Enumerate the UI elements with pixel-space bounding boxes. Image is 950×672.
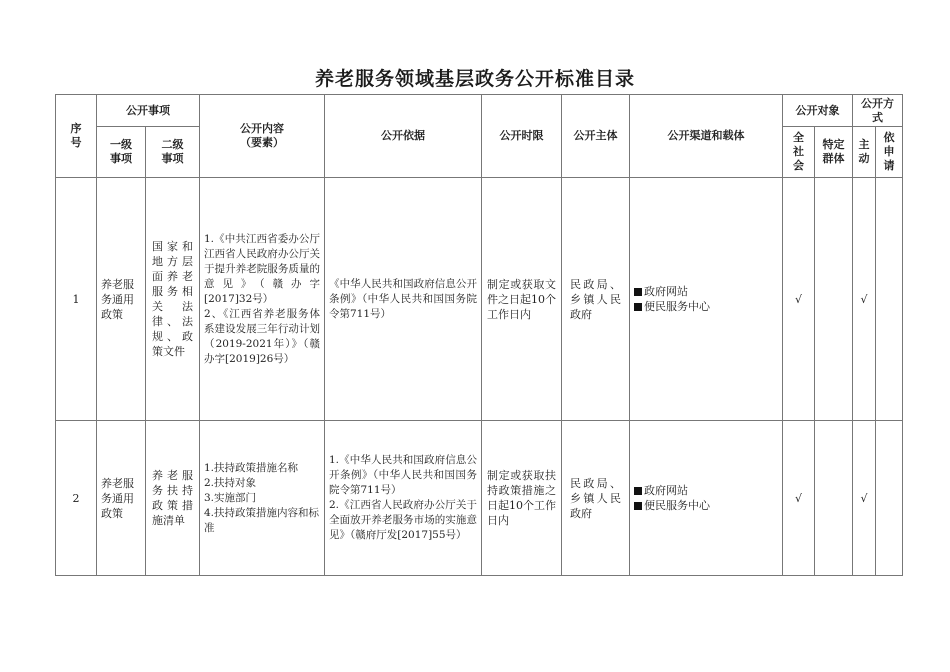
row-basis: [325, 421, 482, 576]
row-deadline: 制定或获取文件之日起10个工作日内: [482, 178, 562, 421]
row-subject: 民政局、乡镇人民政府: [562, 178, 630, 421]
header-on-request: 依申请: [876, 127, 903, 178]
row-level1: 养老服务通用政策: [97, 178, 146, 421]
row-deadline: 制定或获取扶持政策措施之日起10个工作日内: [482, 421, 562, 576]
disclosure-table: [55, 94, 903, 576]
row-seq: 1: [56, 178, 97, 421]
square-bullet-icon: [634, 303, 642, 311]
header-basis: 公开依据: [325, 95, 482, 178]
row-content: [200, 178, 325, 421]
row-channels: [630, 421, 783, 576]
content-item: 3.实施部门: [204, 491, 257, 504]
header-row-1: [56, 95, 903, 127]
row-active: √: [853, 178, 876, 421]
header-method: 公开方式: [853, 95, 903, 127]
row-content: [200, 421, 325, 576]
square-bullet-icon: [634, 502, 642, 510]
row-subject: 民政局、乡镇人民政府: [562, 421, 630, 576]
header-channel: 公开渠道和载体: [630, 95, 783, 178]
header-level2: 二级事项: [146, 127, 200, 178]
content-item: 1.扶持政策措施名称: [204, 461, 299, 474]
row-on-request: [876, 178, 903, 421]
channel-item: 政府网站: [634, 483, 778, 498]
channel-item: 政府网站: [634, 284, 778, 299]
row-specific-group: [815, 421, 853, 576]
basis-item: 1.《中华人民共和国政府信息公开条例》（中华人民共和国国务院令第711号）: [329, 454, 477, 496]
header-active: 主动: [853, 127, 876, 178]
row-specific-group: [815, 178, 853, 421]
row-active: √: [853, 421, 876, 576]
row-level1: 养老服务通用政策: [97, 421, 146, 576]
header-level1: 一级事项: [97, 127, 146, 178]
header-target: 公开对象: [783, 95, 853, 127]
row-on-request: [876, 421, 903, 576]
basis-item: 2.《江西省人民政府办公厅关于全面放开养老服务市场的实施意见》（赣府厅发[2017]55号）: [329, 499, 477, 541]
content-item: 2.扶持对象: [204, 476, 257, 489]
header-subject: 公开主体: [562, 95, 630, 178]
channel-item: 便民服务中心: [634, 498, 778, 513]
content-item: 4.扶持政策措施内容和标准: [204, 506, 320, 534]
row-all-society: √: [783, 421, 815, 576]
header-specific-group: 特定群体: [815, 127, 853, 178]
header-items: 公开事项: [97, 95, 200, 127]
content-item: 1.《中共江西省委办公厅江西省人民政府办公厅关于提升养老院服务质量的意见》（赣办字[2017]32号）: [204, 232, 320, 305]
basis-item: 《中华人民共和国政府信息公开条例》（中华人民共和国国务院令第711号）: [329, 277, 477, 320]
header-all-society: 全社会: [783, 127, 815, 178]
row-seq: 2: [56, 421, 97, 576]
page-title: 养老服务领域基层政务公开标准目录: [314, 68, 635, 90]
square-bullet-icon: [634, 487, 642, 495]
table-row: [56, 421, 903, 576]
table-row: [56, 178, 903, 421]
row-level2: 国家和地方层面养老服务相关法律、法规、政策文件: [146, 178, 200, 421]
header-deadline: 公开时限: [482, 95, 562, 178]
row-channels: [630, 178, 783, 421]
header-seq: 序号: [56, 95, 97, 178]
channel-item: 便民服务中心: [634, 299, 778, 314]
square-bullet-icon: [634, 288, 642, 296]
content-item: 2、《江西省养老服务体系建设发展三年行动计划（2019-2021年）》（赣办字[2019]26号）: [204, 307, 320, 365]
row-basis: [325, 178, 482, 421]
header-content: 公开内容（要素）: [200, 95, 325, 178]
row-level2: 养老服务扶持政策措施清单: [146, 421, 200, 576]
row-all-society: √: [783, 178, 815, 421]
